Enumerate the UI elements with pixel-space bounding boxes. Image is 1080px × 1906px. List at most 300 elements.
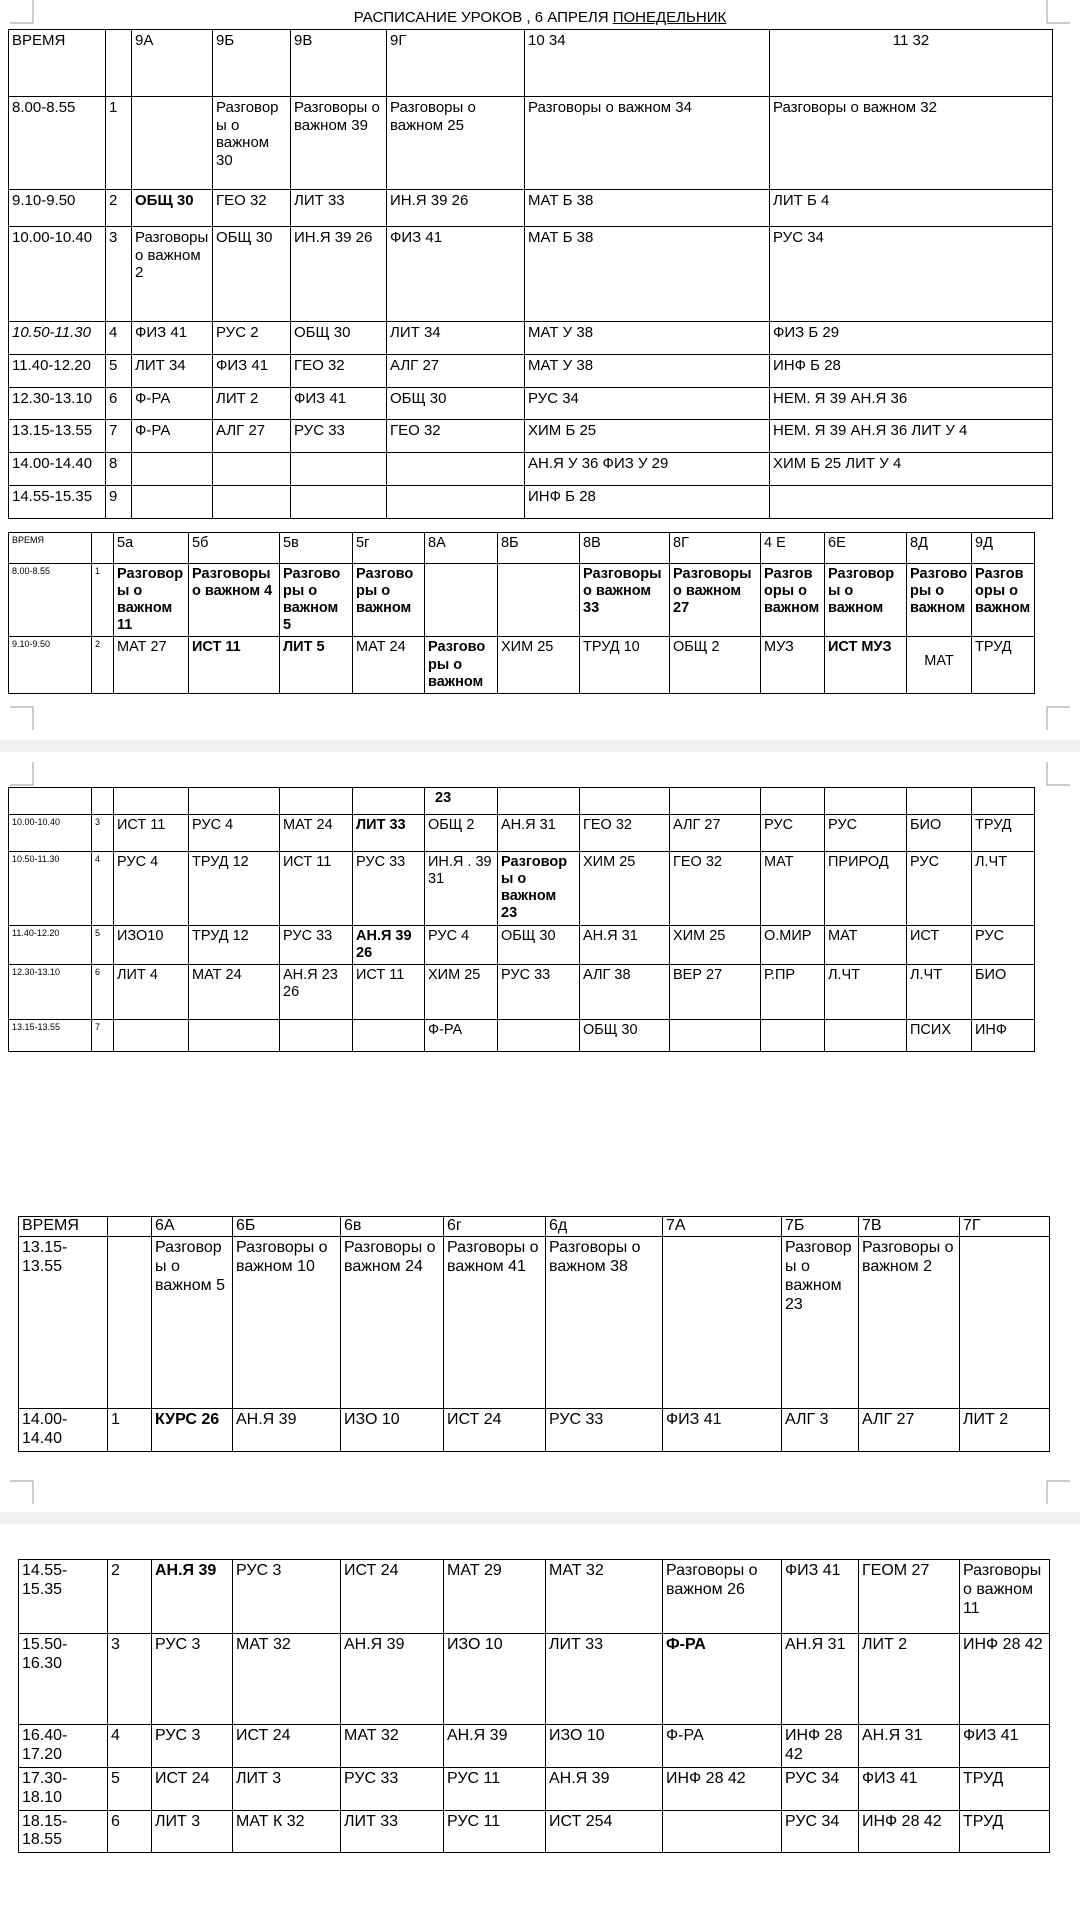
lesson-cell	[132, 486, 213, 519]
table-row	[9, 388, 1053, 420]
table-row	[19, 1767, 1050, 1810]
lesson-cell: АН.Я 39 26	[353, 926, 425, 965]
table-row	[9, 788, 1035, 815]
time-cell: 10.00-10.40	[9, 815, 92, 852]
time-cell: 17.30-18.10	[19, 1767, 108, 1810]
lesson-cell: ОБЩ 30	[132, 190, 213, 227]
time-cell: 13.15-13.55	[9, 1020, 92, 1052]
lesson-cell: Разговоры о важном 26	[663, 1560, 782, 1634]
lesson-number-cell: 2	[106, 190, 132, 227]
lesson-cell: ИСТ	[907, 926, 972, 965]
lesson-cell: ИСТ 24	[152, 1767, 233, 1810]
lesson-cell: ГЕО 32	[213, 190, 291, 227]
lesson-cell: Р.ПР	[761, 965, 825, 1020]
lesson-number-cell: 4	[92, 852, 114, 926]
lesson-number-cell: 7	[106, 420, 132, 453]
lesson-cell: Разговоры о важном 30	[213, 97, 291, 190]
lesson-cell: Л.ЧТ	[825, 965, 907, 1020]
lesson-cell: РУС 11	[444, 1810, 546, 1853]
lesson-cell: ИСТ МУЗ	[825, 637, 907, 693]
lesson-cell: АН.Я 39	[233, 1409, 341, 1452]
lesson-number-cell: 5	[92, 926, 114, 965]
lesson-cell: ОБЩ 30	[387, 388, 525, 420]
lesson-cell: МАТ Б 38	[525, 190, 770, 227]
header-cell: 8Д	[907, 533, 972, 564]
lesson-cell: ИНФ	[972, 1020, 1035, 1052]
lesson-cell: ЛИТ 34	[387, 322, 525, 355]
lesson-cell: МАТ 32	[546, 1560, 663, 1634]
table-row	[9, 1020, 1035, 1052]
header-cell: 8В	[580, 533, 670, 564]
lesson-cell: Разговоры о важном 23	[498, 852, 580, 926]
lesson-cell: ВЕР 27	[670, 965, 761, 1020]
lesson-cell	[663, 1237, 782, 1409]
lesson-number-cell: 3	[108, 1634, 152, 1725]
lesson-cell: ГЕО 32	[291, 355, 387, 388]
lesson-cell: ЛИТ 4	[114, 965, 189, 1020]
lesson-cell: ИСТ 11	[114, 815, 189, 852]
empty-cell	[972, 788, 1035, 815]
lesson-cell: АЛГ 27	[670, 815, 761, 852]
time-cell: 18.15-18.55	[19, 1810, 108, 1853]
lesson-cell	[825, 1020, 907, 1052]
time-cell: 11.40-12.20	[9, 926, 92, 965]
lesson-cell: АН.Я 31	[782, 1634, 859, 1725]
lesson-number-cell: 4	[108, 1725, 152, 1768]
time-cell: 9.10-9.50	[9, 637, 92, 693]
header-cell: 9Б	[213, 30, 291, 97]
lesson-cell: АЛГ 27	[859, 1409, 960, 1452]
lesson-cell	[213, 453, 291, 486]
lesson-cell: РУС	[907, 852, 972, 926]
page-corner-mark	[10, 762, 34, 786]
lesson-cell: ПСИХ	[907, 1020, 972, 1052]
lesson-cell: ФИЗ 41	[960, 1725, 1050, 1768]
empty-cell	[353, 788, 425, 815]
header-cell: 9В	[291, 30, 387, 97]
lesson-cell: ОБЩ 2	[670, 637, 761, 693]
table-row	[9, 637, 1035, 693]
header-cell: 9А	[132, 30, 213, 97]
header-cell: 8Г	[670, 533, 761, 564]
lesson-cell: Разговоры о важном 2	[132, 227, 213, 322]
time-cell: 11.40-12.20	[9, 355, 106, 388]
lesson-cell: АН.Я 39	[444, 1725, 546, 1768]
lesson-cell: ОБЩ 30	[291, 322, 387, 355]
time-cell: 8.00-8.55	[9, 564, 92, 637]
schedule-table-9-11	[8, 29, 1053, 519]
table-row	[19, 1810, 1050, 1853]
header-cell: 7А	[663, 1217, 782, 1237]
lesson-cell: ЛИТ 2	[859, 1634, 960, 1725]
lesson-cell: РУС 34	[525, 388, 770, 420]
lesson-cell: НЕМ. Я 39 АН.Я 36	[770, 388, 1053, 420]
time-cell: 13.15-13.55	[19, 1237, 108, 1409]
lesson-cell: ТРУД 10	[580, 637, 670, 693]
schedule-table-6-7	[18, 1216, 1050, 1452]
lesson-cell: О.МИР	[761, 926, 825, 965]
table-row	[9, 420, 1053, 453]
lesson-cell: ТРУД	[972, 637, 1035, 693]
lesson-cell: РУС 33	[291, 420, 387, 453]
lesson-cell: ХИМ Б 25	[525, 420, 770, 453]
lesson-number-cell: 9	[106, 486, 132, 519]
page-corner-mark	[1046, 762, 1070, 786]
table-row	[9, 564, 1035, 637]
lesson-cell	[353, 1020, 425, 1052]
lesson-cell: Ф-РА	[132, 388, 213, 420]
lesson-cell: Разговоры о важном 41	[444, 1237, 546, 1409]
time-cell: 14.00-14.40	[19, 1409, 108, 1452]
lesson-number-cell: 1	[92, 564, 114, 637]
lesson-cell	[387, 453, 525, 486]
table-row	[9, 965, 1035, 1020]
table-row	[9, 453, 1053, 486]
time-cell: 12.30-13.10	[9, 388, 106, 420]
lesson-cell: ИЗО10	[114, 926, 189, 965]
empty-cell	[9, 788, 92, 815]
header-cell: 8Б	[498, 533, 580, 564]
lesson-cell: Разговоры о важном 33	[580, 564, 670, 637]
lesson-cell: ИНФ 28 42	[782, 1725, 859, 1768]
lesson-cell: Разговоры о важном 25	[387, 97, 525, 190]
table-row	[9, 190, 1053, 227]
table-row	[9, 227, 1053, 322]
lesson-cell: ИНФ 28 42	[663, 1767, 782, 1810]
empty-cell	[580, 788, 670, 815]
table-row	[9, 486, 1053, 519]
lesson-cell: Разговоры о важном 2	[859, 1237, 960, 1409]
lesson-cell: МАТ 29	[444, 1560, 546, 1634]
lesson-cell: РУС 33	[353, 852, 425, 926]
time-cell: 9.10-9.50	[9, 190, 106, 227]
lesson-number-cell: 5	[108, 1767, 152, 1810]
lesson-cell: ФИЗ 41	[782, 1560, 859, 1634]
header-cell: 5г	[353, 533, 425, 564]
header-cell: 7Г	[960, 1217, 1050, 1237]
lesson-cell: РУС 34	[782, 1810, 859, 1853]
lesson-number-cell: 3	[92, 815, 114, 852]
lesson-cell: ИНФ Б 28	[770, 355, 1053, 388]
table-header-row	[9, 533, 1035, 564]
lesson-cell: ОБЩ 30	[580, 1020, 670, 1052]
lesson-cell: МАТ 32	[341, 1725, 444, 1768]
lesson-cell: ПРИРОД	[825, 852, 907, 926]
lesson-cell: МАТ 27	[114, 637, 189, 693]
header-cell: 6Е	[825, 533, 907, 564]
lesson-cell: ХИМ 25	[580, 852, 670, 926]
lesson-number-cell: 6	[92, 965, 114, 1020]
table-row	[9, 852, 1035, 926]
lesson-cell: Разговоры о важном 24	[341, 1237, 444, 1409]
lesson-cell: РУС 4	[425, 926, 498, 965]
lesson-cell: АН.Я 39	[341, 1634, 444, 1725]
lesson-number-cell: 3	[106, 227, 132, 322]
lesson-number-cell: 2	[108, 1560, 152, 1634]
lesson-cell: Разговоры о важном 32	[770, 97, 1053, 190]
table-header-row	[19, 1217, 1050, 1237]
empty-cell	[114, 788, 189, 815]
empty-cell	[907, 788, 972, 815]
header-cell: 4 Е	[761, 533, 825, 564]
title-prefix: РАСПИСАНИЕ УРОКОВ , 6 АПРЕЛЯ	[353, 9, 609, 26]
lesson-cell: РУС 3	[152, 1725, 233, 1768]
lesson-cell	[498, 1020, 580, 1052]
lesson-cell: ГЕО 32	[670, 852, 761, 926]
lesson-number-cell: 8	[106, 453, 132, 486]
lesson-cell: ИНФ Б 28	[525, 486, 770, 519]
lesson-cell: Ф-РА	[425, 1020, 498, 1052]
lesson-cell: РУС 4	[189, 815, 280, 852]
lesson-cell: ЛИТ Б 4	[770, 190, 1053, 227]
empty-cell	[189, 788, 280, 815]
lesson-cell: ФИЗ 41	[291, 388, 387, 420]
schedule-table-6-7-continued	[18, 1559, 1050, 1853]
lesson-cell: РУС 2	[213, 322, 291, 355]
lesson-cell	[280, 1020, 353, 1052]
header-cell: 7В	[859, 1217, 960, 1237]
lesson-cell: МАТ У 38	[525, 355, 770, 388]
time-cell: 14.00-14.40	[9, 453, 106, 486]
lesson-cell: ИЗО 10	[546, 1725, 663, 1768]
lesson-cell: ФИЗ 41	[859, 1767, 960, 1810]
lesson-cell	[425, 564, 498, 637]
empty-cell	[498, 788, 580, 815]
lesson-cell: ИСТ 24	[341, 1560, 444, 1634]
header-cell: 9Д	[972, 533, 1035, 564]
lesson-number-cell: 7	[92, 1020, 114, 1052]
lesson-cell: ФИЗ 41	[132, 322, 213, 355]
lesson-cell: ИСТ 24	[444, 1409, 546, 1452]
time-cell: 14.55-15.35	[9, 486, 106, 519]
lesson-cell: РУС 4	[114, 852, 189, 926]
time-cell: 16.40-17.20	[19, 1725, 108, 1768]
lesson-number-cell: 2	[92, 637, 114, 693]
lesson-cell: МАТ 24	[353, 637, 425, 693]
lesson-cell: ЛИТ 34	[132, 355, 213, 388]
lesson-cell: АЛГ 38	[580, 965, 670, 1020]
lesson-cell: ФИЗ 41	[387, 227, 525, 322]
lesson-cell	[960, 1237, 1050, 1409]
schedule-title	[0, 9, 1080, 26]
lesson-cell: АН.Я 39	[546, 1767, 663, 1810]
lesson-cell: Разговоры о важном	[425, 637, 498, 693]
lesson-cell: МАТ У 38	[525, 322, 770, 355]
lesson-cell: Разговоры о важном	[761, 564, 825, 637]
table-row	[19, 1237, 1050, 1409]
lesson-cell: ЛИТ 2	[213, 388, 291, 420]
lesson-cell: Разговоры о важном 38	[546, 1237, 663, 1409]
lesson-cell: Ф-РА	[663, 1725, 782, 1768]
lesson-cell: ТРУД	[960, 1767, 1050, 1810]
lesson-cell: МАТ Б 38	[525, 227, 770, 322]
lesson-cell: РУС	[825, 815, 907, 852]
time-cell: 10.50-11.30	[9, 322, 106, 355]
time-cell: 10.50-11.30	[9, 852, 92, 926]
time-cell: 12.30-13.10	[9, 965, 92, 1020]
lesson-cell	[213, 486, 291, 519]
time-cell: 10.00-10.40	[9, 227, 106, 322]
header-cell	[92, 533, 114, 564]
lesson-cell	[189, 1020, 280, 1052]
lesson-cell: ИНФ 28 42	[960, 1634, 1050, 1725]
lesson-cell: Разговоры о важном	[972, 564, 1035, 637]
lesson-cell: АН.Я У 36 ФИЗ У 29	[525, 453, 770, 486]
lesson-cell	[663, 1810, 782, 1853]
header-cell: 5в	[280, 533, 353, 564]
header-cell: ВРЕМЯ	[9, 30, 106, 97]
lesson-cell: Разговоры о важном 10	[233, 1237, 341, 1409]
lesson-number-cell: 6	[106, 388, 132, 420]
lesson-cell: ХИМ Б 25 ЛИТ У 4	[770, 453, 1053, 486]
lesson-cell: МАТ К 32	[233, 1810, 341, 1853]
header-cell: 9Г	[387, 30, 525, 97]
table-row	[9, 322, 1053, 355]
lesson-cell: РУС 11	[444, 1767, 546, 1810]
schedule-table-5-9-continued	[8, 787, 1035, 1052]
header-cell: 6в	[341, 1217, 444, 1237]
lesson-number-cell: 5	[106, 355, 132, 388]
lesson-cell: ФИЗ Б 29	[770, 322, 1053, 355]
lesson-cell: НЕМ. Я 39 АН.Я 36 ЛИТ У 4	[770, 420, 1053, 453]
lesson-cell: РУС 3	[152, 1634, 233, 1725]
header-cell: ВРЕМЯ	[19, 1217, 108, 1237]
lesson-cell: Ф-РА	[663, 1634, 782, 1725]
lesson-cell	[670, 1020, 761, 1052]
header-cell: 5б	[189, 533, 280, 564]
lesson-cell: РУС 34	[782, 1767, 859, 1810]
lesson-cell: Разговоры о важном 5	[152, 1237, 233, 1409]
lesson-cell: ТРУД 12	[189, 926, 280, 965]
lesson-cell: АЛГ 27	[387, 355, 525, 388]
header-cell: 6А	[152, 1217, 233, 1237]
lesson-cell: Разговоры о важном 34	[525, 97, 770, 190]
lesson-cell: АН.Я 39	[152, 1560, 233, 1634]
lesson-cell	[387, 486, 525, 519]
lesson-cell: МАТ	[825, 926, 907, 965]
lesson-cell: МУЗ	[761, 637, 825, 693]
lesson-cell	[291, 486, 387, 519]
lesson-cell: Разговоры о важном 4	[189, 564, 280, 637]
lesson-cell: АН.Я 31	[498, 815, 580, 852]
lesson-cell: РУС	[972, 926, 1035, 965]
lesson-cell: ЛИТ 2	[960, 1409, 1050, 1452]
lesson-cell: ОБЩ 2	[425, 815, 498, 852]
lesson-cell: ИЗО 10	[341, 1409, 444, 1452]
lesson-cell: РУС 34	[770, 227, 1053, 322]
lesson-cell: ИСТ 11	[280, 852, 353, 926]
lesson-cell: ЛИТ 3	[233, 1767, 341, 1810]
lesson-cell: ЛИТ 33	[546, 1634, 663, 1725]
lesson-cell: Разговоры о важном 5	[280, 564, 353, 637]
table-row	[19, 1409, 1050, 1452]
time-cell: 8.00-8.55	[9, 97, 106, 190]
empty-cell	[670, 788, 761, 815]
lesson-cell: Разговоры о важном 11	[114, 564, 189, 637]
lesson-cell: ИНФ 28 42	[859, 1810, 960, 1853]
lesson-cell: Разговоры о важном 27	[670, 564, 761, 637]
lesson-cell: ИСТ 24	[233, 1725, 341, 1768]
lesson-cell: ХИМ 25	[498, 637, 580, 693]
lesson-cell: АН.Я 31	[859, 1725, 960, 1768]
lesson-cell: ГЕО 32	[387, 420, 525, 453]
lesson-cell: ТРУД	[972, 815, 1035, 852]
lesson-cell: Ф-РА	[132, 420, 213, 453]
empty-cell	[825, 788, 907, 815]
lesson-cell: 23	[425, 788, 498, 815]
lesson-number-cell: 1	[106, 97, 132, 190]
lesson-cell: ФИЗ 41	[663, 1409, 782, 1452]
lesson-cell: Разговоры о важном	[907, 564, 972, 637]
lesson-cell: АН.Я 31	[580, 926, 670, 965]
lesson-cell: МАТ 24	[280, 815, 353, 852]
lesson-cell: АН.Я 23 26	[280, 965, 353, 1020]
lesson-cell: БИО	[972, 965, 1035, 1020]
lesson-cell: КУРС 26	[152, 1409, 233, 1452]
empty-cell	[761, 788, 825, 815]
page-gap	[0, 740, 1080, 752]
lesson-number-cell: 6	[108, 1810, 152, 1853]
lesson-cell: Л.ЧТ	[972, 852, 1035, 926]
time-cell: 15.50-16.30	[19, 1634, 108, 1725]
lesson-cell: ЛИТ 3	[152, 1810, 233, 1853]
lesson-number-cell: 4	[106, 322, 132, 355]
table-row	[19, 1634, 1050, 1725]
table-row	[9, 97, 1053, 190]
lesson-cell: МАТ 32	[233, 1634, 341, 1725]
lesson-cell: ЛИТ 33	[291, 190, 387, 227]
table-row	[9, 815, 1035, 852]
table-row	[19, 1725, 1050, 1768]
lesson-cell: ИСТ 11	[189, 637, 280, 693]
time-cell: 14.55-15.35	[19, 1560, 108, 1634]
lesson-cell	[761, 1020, 825, 1052]
header-cell	[106, 30, 132, 97]
lesson-cell	[498, 564, 580, 637]
lesson-cell: Л.ЧТ	[907, 965, 972, 1020]
lesson-cell: РУС 33	[498, 965, 580, 1020]
header-cell: 7Б	[782, 1217, 859, 1237]
table-row	[19, 1560, 1050, 1634]
lesson-cell: ГЕОМ 27	[859, 1560, 960, 1634]
header-cell: 10 34	[525, 30, 770, 97]
header-cell: 8А	[425, 533, 498, 564]
header-cell: 6г	[444, 1217, 546, 1237]
lesson-cell: Разговоры о важном	[353, 564, 425, 637]
lesson-number-cell	[108, 1237, 152, 1409]
lesson-cell: ЛИТ 33	[353, 815, 425, 852]
header-cell: 11 32	[770, 30, 1053, 97]
title-day: ПОНЕДЕЛЬНИК	[612, 9, 727, 26]
lesson-cell: РУС 33	[546, 1409, 663, 1452]
table-header-row	[9, 30, 1053, 97]
lesson-cell: ЛИТ 5	[280, 637, 353, 693]
lesson-cell: АЛГ 3	[782, 1409, 859, 1452]
header-cell: 5а	[114, 533, 189, 564]
page-corner-mark	[10, 1480, 34, 1504]
lesson-cell: БИО	[907, 815, 972, 852]
lesson-cell: Разговоры о важном 11	[960, 1560, 1050, 1634]
lesson-cell	[132, 97, 213, 190]
lesson-cell	[132, 453, 213, 486]
header-cell: 6Б	[233, 1217, 341, 1237]
lesson-cell: ИЗО 10	[444, 1634, 546, 1725]
lesson-cell: ИН.Я 39 26	[387, 190, 525, 227]
schedule-table-5-9-top	[8, 532, 1035, 694]
empty-cell	[92, 788, 114, 815]
lesson-cell: ИСТ 11	[353, 965, 425, 1020]
lesson-cell: ОБЩ 30	[213, 227, 291, 322]
